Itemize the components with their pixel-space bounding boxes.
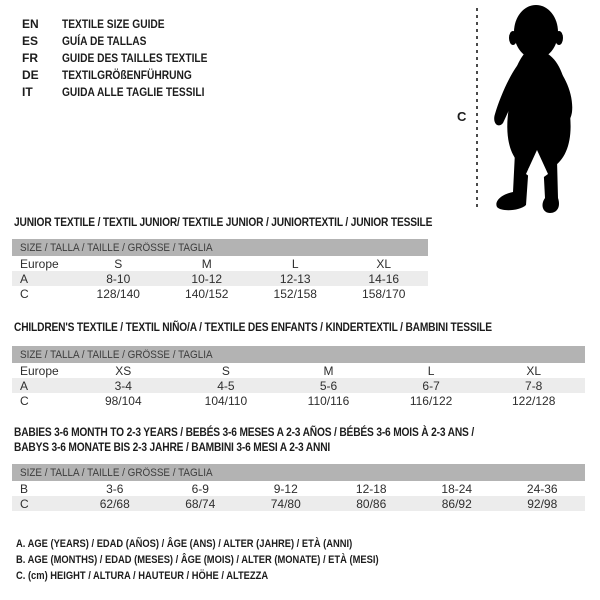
height-cell: 98/104 (104, 393, 142, 408)
height-cell: 122/128 (511, 393, 556, 408)
size-cell: M (201, 256, 212, 271)
months-cell: 9-12 (273, 481, 298, 496)
table-row-europe (12, 256, 428, 271)
row-label: Europe (20, 256, 59, 271)
height-cell: 62/68 (72, 496, 158, 511)
height-cell: 86/92 (414, 496, 500, 511)
footnote-height-cm: C. (cm) HEIGHT / ALTURA / HAUTEUR / HÖHE / ALTEZZA (16, 570, 269, 582)
language-code: IT (22, 84, 33, 99)
language-row-es (22, 32, 233, 49)
language-code: DE (22, 67, 39, 82)
height-cell: 74/80 (243, 496, 329, 511)
babies-heading-line2: BABYS 3-6 MONATE BIS 2-3 JAHRE / BAMBINI 3-6 MESI A 2-3 ANNI (14, 440, 331, 454)
age-cell: 7-8 (482, 378, 585, 393)
language-code: EN (22, 16, 39, 31)
language-title: TEXTILGRÖßENFÜHRUNG (62, 67, 192, 82)
age-cell: 3-4 (72, 378, 175, 393)
size-cell: S (114, 256, 123, 271)
footnote-age-years: A. AGE (YEARS) / EDAD (AÑOS) / ÂGE (ANS) / ALTER (JAHRE) / ETÀ (ANNI) (16, 538, 353, 550)
height-cell: 80/86 (329, 496, 415, 511)
size-header-label: SIZE / TALLA / TAILLE / GRÖSSE / TAGLIA (20, 241, 213, 254)
language-code: FR (22, 50, 38, 65)
size-cell: L (291, 256, 299, 271)
baby-silhouette-figure (450, 0, 590, 215)
height-cell: 116/122 (409, 393, 453, 408)
size-header-bar (12, 346, 585, 363)
row-label: C (20, 393, 29, 408)
language-row-it (22, 83, 233, 100)
language-title: GUIDE DES TAILLES TEXTILE (62, 50, 208, 65)
footnote-age-months: B. AGE (MONTHS) / EDAD (MESES) / ÂGE (MOIS) / ALTER (MONATE) / ETÀ (MESI) (16, 554, 379, 566)
row-label: A (12, 378, 72, 393)
height-cell: 128/140 (96, 286, 140, 301)
height-cell: 104/110 (204, 393, 248, 408)
height-cell: 68/74 (158, 496, 244, 511)
footnote-legend (16, 536, 443, 584)
table-row-age (12, 378, 585, 393)
language-title: GUIDA ALLE TAGLIE TESSILI (62, 84, 205, 99)
size-cell: L (427, 363, 435, 378)
row-label: C (20, 286, 29, 301)
months-cell: 24-36 (526, 481, 558, 496)
age-cell: 10-12 (163, 271, 252, 286)
children-size-table (12, 346, 585, 408)
age-cell: 5-6 (277, 378, 380, 393)
children-section-heading (14, 320, 576, 335)
table-row-height (12, 393, 585, 408)
language-row-de (22, 66, 233, 83)
age-cell: 6-7 (380, 378, 483, 393)
months-cell: 3-6 (106, 481, 124, 496)
babies-section-heading (14, 425, 555, 455)
junior-section-heading (14, 215, 506, 230)
height-cell: 110/116 (307, 393, 350, 408)
table-row-europe (12, 363, 585, 378)
table-row-height (12, 496, 585, 511)
height-cell: 140/152 (185, 286, 229, 301)
size-cell: XL (376, 256, 392, 271)
babies-size-table (12, 464, 585, 511)
height-cell: 92/98 (500, 496, 586, 511)
size-cell: M (323, 363, 334, 378)
baby-silhouette-svg (450, 0, 590, 215)
language-title: TEXTILE SIZE GUIDE (62, 16, 165, 31)
age-cell: 14-16 (340, 271, 429, 286)
months-cell: 18-24 (441, 481, 473, 496)
months-cell: 6-9 (191, 481, 209, 496)
language-title: GUÍA DE TALLAS (62, 33, 147, 48)
height-cell: 152/158 (273, 286, 317, 301)
junior-heading-text: JUNIOR TEXTILE / TEXTIL JUNIOR/ TEXTILE JUNIOR / JUNIORTEXTIL / JUNIOR TESSILE (14, 215, 433, 229)
size-cell: XS (115, 363, 132, 378)
junior-size-table (12, 239, 428, 301)
age-cell: 4-5 (175, 378, 278, 393)
size-cell: XL (526, 363, 542, 378)
babies-heading-line1: BABIES 3-6 MONTH TO 2-3 YEARS / BEBÉS 3-6 MESES A 2-3 AÑOS / BÉBÉS 3-6 MOIS À 2-3 ANS / (14, 425, 475, 439)
size-header-label: SIZE / TALLA / TAILLE / GRÖSSE / TAGLIA (20, 466, 213, 479)
height-label-c: C (457, 109, 467, 124)
size-cell: S (221, 363, 230, 378)
language-list (22, 15, 233, 100)
size-header-label: SIZE / TALLA / TAILLE / GRÖSSE / TAGLIA (20, 348, 213, 361)
size-header-bar (12, 464, 585, 481)
table-row-months (12, 481, 585, 496)
row-label: C (12, 496, 72, 511)
size-header-bar (12, 239, 428, 256)
age-cell: 12-13 (251, 271, 340, 286)
table-row-height (12, 286, 428, 301)
table-row-age (12, 271, 428, 286)
language-code: ES (22, 33, 39, 48)
children-heading-text: CHILDREN'S TEXTILE / TEXTIL NIÑO/A / TEXTILE DES ENFANTS / KINDERTEXTIL / BAMBINI TESSILE (14, 320, 492, 334)
language-row-en (22, 15, 233, 32)
height-cell: 158/170 (362, 286, 406, 301)
baby-silhouette (494, 5, 572, 213)
row-label: B (20, 481, 29, 496)
row-label: Europe (20, 363, 59, 378)
language-row-fr (22, 49, 233, 66)
months-cell: 12-18 (355, 481, 387, 496)
row-label: A (12, 271, 74, 286)
age-cell: 8-10 (74, 271, 163, 286)
